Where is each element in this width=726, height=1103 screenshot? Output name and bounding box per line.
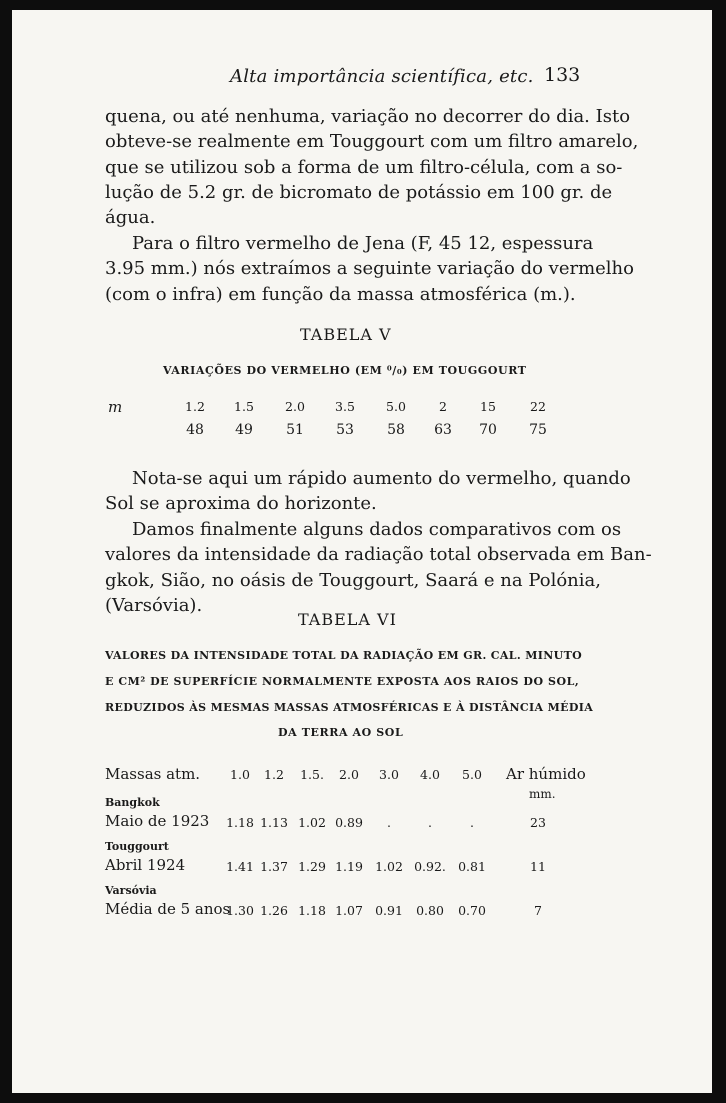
paragraph-1-line: quena, ou até nenhuma, variação no decorrer do dia. Isto xyxy=(105,106,631,127)
paragraph-4-line: Damos finalmente alguns dados comparativos com os xyxy=(132,519,622,540)
table-5-red-value: 48 xyxy=(186,422,204,438)
paragraph-2 xyxy=(105,231,634,307)
table-6-cell: . xyxy=(428,815,432,830)
table-6-row-location: Touggourt xyxy=(105,840,169,853)
table-6-cell: 1.02 xyxy=(375,859,403,874)
table-6-caption-line: VALORES DA INTENSIDADE TOTAL DA RADIAÇÃO EM GR. CAL. MINUTO xyxy=(105,649,583,662)
table-5-m-value: 3.5 xyxy=(335,399,355,414)
paragraph-3-line: Nota-se aqui um rápido aumento do vermelho, quando xyxy=(132,468,631,489)
table-5-red-value: 51 xyxy=(286,422,304,438)
paragraph-3-line: Sol se aproxima do horizonte. xyxy=(105,493,377,515)
table-6-mass-header: 2.0 xyxy=(339,767,359,782)
table-6-mass-header: 3.0 xyxy=(379,767,399,782)
table-6-cell: 1.19 xyxy=(335,859,363,874)
paragraph-4 xyxy=(105,517,652,618)
running-header-title: Alta importância scientífica, etc. xyxy=(230,66,534,87)
table-5-red-value: 49 xyxy=(235,422,253,438)
table-5-row-label: m xyxy=(108,398,123,416)
table-5-caption: VARIAÇÕES DO VERMELHO (EM ⁰/₀) EM TOUGGOURT xyxy=(163,364,527,377)
table-5-m-value: 22 xyxy=(530,399,546,414)
table-6-humidity: 11 xyxy=(530,859,546,874)
table-6-cell: 1.41 xyxy=(226,859,254,874)
table-6-cell: 0.80 xyxy=(416,903,444,918)
table-5-m-value: 5.0 xyxy=(386,399,406,414)
paragraph-1-line: água. xyxy=(105,207,156,229)
table-5-m-value: 15 xyxy=(480,399,496,414)
table-6-cell: 1.26 xyxy=(260,903,288,918)
table-6-row-period: Abril 1924 xyxy=(105,856,186,874)
table-6-humidity: 23 xyxy=(530,815,546,830)
paragraph-2-line: 3.95 mm.) nós extraímos a seguinte variação do vermelho xyxy=(105,258,634,280)
table-6-cell: 0.70 xyxy=(458,903,486,918)
table-6-humid-unit: mm. xyxy=(529,787,556,801)
table-6-mass-header: 4.0 xyxy=(420,767,440,782)
table-5-red-value: 53 xyxy=(336,422,354,438)
table-6-caption-line: REDUZIDOS ÀS MESMAS MASSAS ATMOSFÉRICAS E À DISTÂNCIA MÉDIA xyxy=(105,701,594,714)
paragraph-4-line: valores da intensidade da radiação total observada em Ban- xyxy=(105,544,652,566)
table-5-m-value: 1.5 xyxy=(234,399,254,414)
table-6-title: TABELA VI xyxy=(298,610,397,629)
table-6-caption-line: E CM² DE SUPERFÍCIE NORMALMENTE EXPOSTA AOS RAIOS DO SOL, xyxy=(105,675,580,688)
table-6-caption-line: DA TERRA AO SOL xyxy=(278,726,404,739)
table-6-header-label: Massas atm. xyxy=(105,765,201,783)
paragraph-1-line: que se utilizou sob a forma de um filtro-célula, com a so- xyxy=(105,156,623,178)
paragraph-1 xyxy=(105,104,639,230)
table-6-cell: 0.92. xyxy=(414,859,446,874)
table-5-red-value: 70 xyxy=(479,422,497,438)
table-6-cell: 0.91 xyxy=(375,903,403,918)
table-6-humidity: 7 xyxy=(534,903,542,918)
table-6-mass-header: 1.0 xyxy=(230,767,250,782)
table-6-cell: 0.81 xyxy=(458,859,486,874)
table-6-cell: 1.07 xyxy=(335,903,363,918)
table-5-red-value: 63 xyxy=(434,422,452,438)
table-6-mass-header: 5.0 xyxy=(462,767,482,782)
page-number: 133 xyxy=(544,64,581,86)
table-5-red-value: 58 xyxy=(387,422,405,438)
table-6-cell: 0.89 xyxy=(335,815,363,830)
table-6-cell: 1.18 xyxy=(298,903,326,918)
book-page xyxy=(12,10,712,1093)
table-5-red-value: 75 xyxy=(529,422,547,438)
table-6-mass-header: 1.2 xyxy=(264,767,284,782)
table-6-cell: 1.02 xyxy=(298,815,326,830)
table-6-cell: 1.37 xyxy=(260,859,288,874)
table-6-cell: 1.13 xyxy=(260,815,288,830)
table-6-mass-header: 1.5. xyxy=(300,767,324,782)
table-6-cell: . xyxy=(387,815,391,830)
table-6-cell: 1.29 xyxy=(298,859,326,874)
table-6-row-period: Média de 5 anos xyxy=(105,900,231,918)
paragraph-1-line: lução de 5.2 gr. de bicromato de potássio em 100 gr. de xyxy=(105,181,613,203)
paragraph-4-line: (Varsóvia). xyxy=(105,594,203,616)
table-6-humid-header: Ar húmido xyxy=(506,765,586,783)
table-5-m-value: 2.0 xyxy=(285,399,305,414)
table-6-cell: 1.18 xyxy=(226,815,254,830)
paragraph-3 xyxy=(105,466,631,517)
table-6-cell: 1.30 xyxy=(226,903,254,918)
paragraph-1-line: obteve-se realmente em Touggourt com um filtro amarelo, xyxy=(105,131,639,153)
table-6-row-period: Maio de 1923 xyxy=(105,812,210,830)
table-6-cell: . xyxy=(470,815,474,830)
table-6-row-location: Varsóvia xyxy=(105,884,157,897)
table-5-title: TABELA V xyxy=(300,325,392,344)
table-5-m-value: 1.2 xyxy=(185,399,205,414)
paragraph-2-line: (com o infra) em função da massa atmosférica (m.). xyxy=(105,283,576,305)
table-6-row-location: Bangkok xyxy=(105,796,160,809)
table-5-m-value: 2 xyxy=(439,399,447,414)
paragraph-2-line: Para o filtro vermelho de Jena (F, 45 12, espessura xyxy=(132,233,594,254)
paragraph-4-line: gkok, Sião, no oásis de Touggourt, Saará e na Polónia, xyxy=(105,569,601,591)
